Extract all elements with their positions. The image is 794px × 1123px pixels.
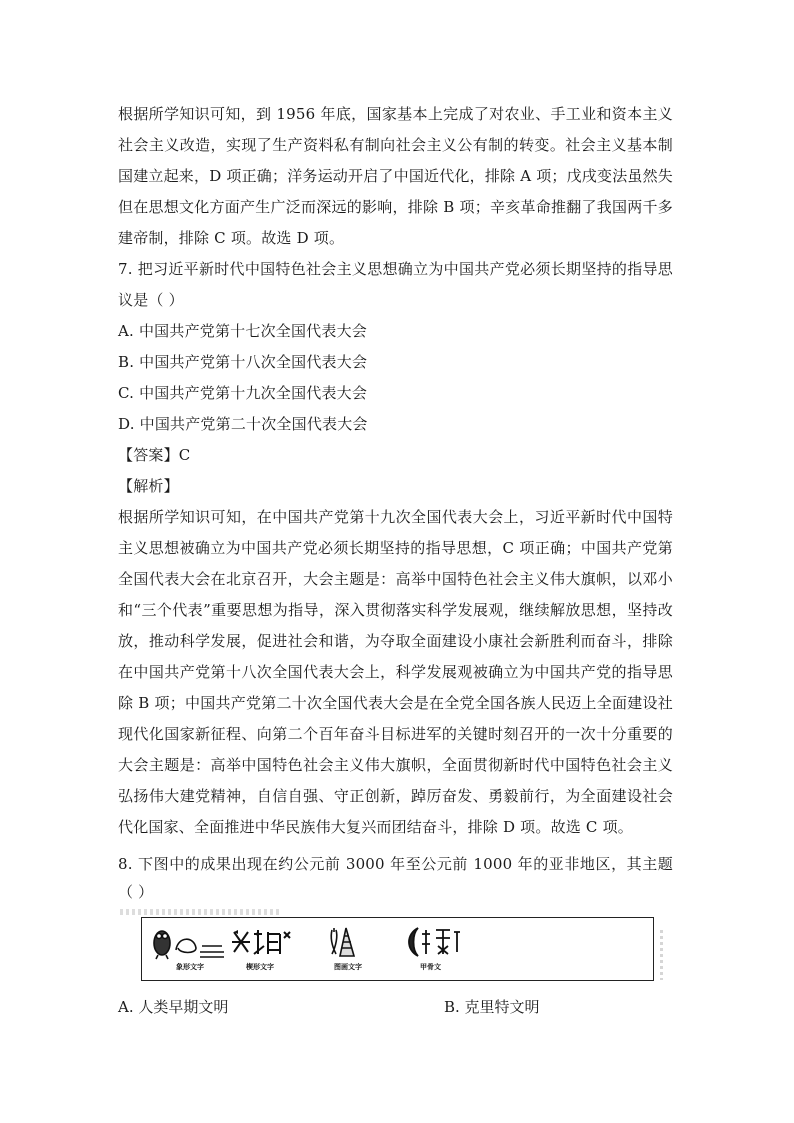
q7-option-b: B. 中国共产党第十八次全国代表大会 — [118, 353, 368, 371]
q8-stem-line-1: 8. 下图中的成果出现在约公元前 3000 年至公元前 1000 年的亚非地区，其主题 — [118, 855, 673, 873]
q6-explanation-line-3: 国建立起来，D 项正确；洋务运动开启了中国近代化，排除 A 项；戊戌变法虽然失 — [118, 167, 673, 185]
q7-option-d: D. 中国共产党第二十次全国代表大会 — [118, 415, 368, 433]
q7-analysis-label: 【解析】 — [118, 477, 179, 495]
q7-analysis-line-1: 根据所学知识可知，在中国共产党第十九次全国代表大会上，习近平新时代中国特 — [118, 508, 673, 526]
scan-artifact — [120, 909, 280, 915]
q7-analysis-line-11: 代化国家、全面推进中华民族伟大复兴而团结奋斗，排除 D 项。故选 C 项。 — [118, 818, 633, 836]
caption-hieroglyphs: 象形文字 — [176, 963, 204, 971]
hieroglyph-drawing — [150, 924, 226, 960]
q8-stem-line-2: （ ） — [118, 883, 154, 901]
scan-artifact — [660, 930, 663, 980]
cuneiform-drawing — [230, 924, 292, 960]
q8-option-a: A. 人类早期文明 — [118, 998, 229, 1016]
q7-analysis-line-8: 现代化国家新征程、向第二个百年奋斗目标进军的关键时刻召开的一次十分重要的 — [118, 725, 673, 743]
caption-cuneiform: 楔形文字 — [246, 963, 274, 971]
picture-writing-drawing — [328, 924, 368, 960]
q6-explanation-line-5: 建帝制，排除 C 项。故选 D 项。 — [118, 229, 345, 247]
q6-explanation-line-4: 但在思想文化方面产生广泛而深远的影响，排除 B 项；辛亥革命推翻了我国两千多 — [118, 198, 673, 216]
q7-analysis-line-7: 除 B 项；中国共产党第二十次全国代表大会是在全党全国各族人民迈上全面建设社 — [118, 694, 673, 712]
q7-analysis-line-6: 在中国共产党第十八次全国代表大会上，科学发展观被确立为中国共产党的指导思 — [118, 663, 673, 681]
q7-option-c: C. 中国共产党第十九次全国代表大会 — [118, 384, 368, 402]
caption-oracle-bone: 甲骨文 — [420, 963, 441, 971]
q7-answer: 【答案】C — [118, 446, 191, 464]
q7-analysis-line-3: 全国代表大会在北京召开，大会主题是：高举中国特色社会主义伟大旗帜，以邓小 — [118, 570, 673, 588]
q8-option-b: B. 克里特文明 — [444, 998, 540, 1016]
ancient-scripts-figure — [141, 917, 654, 981]
q7-analysis-line-10: 弘扬伟大建党精神，自信自强、守正创新，踔厉奋发、勇毅前行，为全面建设社会 — [118, 787, 673, 805]
q6-explanation-line-2: 社会主义改造，实现了生产资料私有制向社会主义公有制的转变。社会主义基本制 — [118, 136, 673, 154]
q7-analysis-line-9: 大会主题是：高举中国特色社会主义伟大旗帜，全面贯彻新时代中国特色社会主义 — [118, 756, 673, 774]
caption-picture-writing: 图画文字 — [334, 963, 362, 971]
q6-explanation-line-1: 根据所学知识可知，到 1956 年底，国家基本上完成了对农业、手工业和资本主义 — [118, 105, 673, 123]
q7-stem-line-1: 7. 把习近平新时代中国特色社会主义思想确立为中国共产党必须长期坚持的指导思 — [118, 260, 673, 278]
q7-analysis-line-4: 和“三个代表”重要思想为指导，深入贯彻落实科学发展观，继续解放思想，坚持改 — [118, 601, 673, 619]
q7-option-a: A. 中国共产党第十七次全国代表大会 — [118, 322, 367, 340]
oracle-bone-drawing — [406, 924, 462, 960]
q7-analysis-line-2: 主义思想被确立为中国共产党必须长期坚持的指导思想，C 项正确；中国共产党第 — [118, 539, 673, 557]
q7-analysis-line-5: 放，推动科学发展，促进社会和谐，为夺取全面建设小康社会新胜利而奋斗，排除 — [118, 632, 673, 650]
q7-stem-line-2: 议是（ ） — [118, 291, 184, 309]
